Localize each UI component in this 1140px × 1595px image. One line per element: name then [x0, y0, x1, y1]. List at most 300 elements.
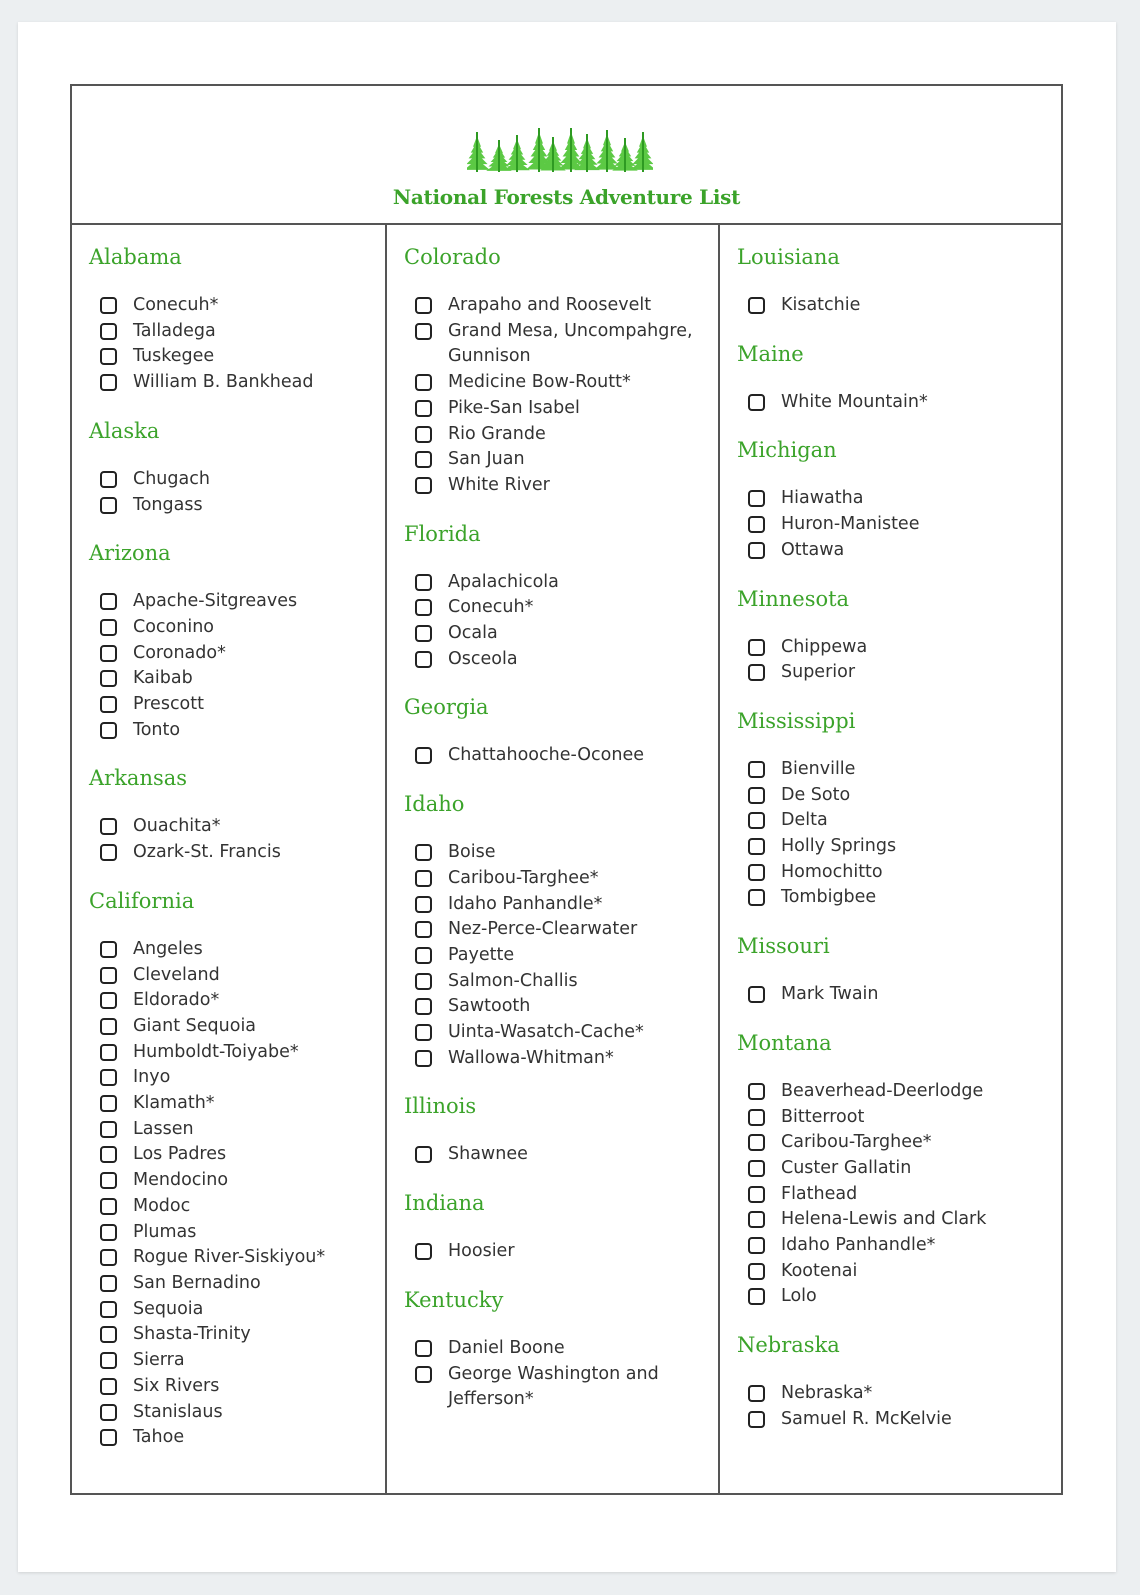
forest-item: [737, 885, 1063, 911]
state-heading: Kentucky: [404, 1287, 504, 1312]
checkbox[interactable]: [100, 1044, 117, 1061]
pine-trees-icon: [467, 106, 653, 176]
forest-name: Apache-Sitgreaves: [133, 591, 298, 612]
forest-list: [89, 589, 385, 743]
forest-name: Caribou-Targhee*: [781, 1132, 932, 1153]
forest-item: [404, 1046, 718, 1072]
checkbox[interactable]: [748, 838, 765, 855]
forest-item: [404, 396, 718, 422]
forest-name: Samuel R. McKelvie: [781, 1408, 952, 1429]
forest-name: Hiawatha: [781, 488, 864, 509]
header: [72, 86, 1061, 225]
forest-item: [737, 1381, 1063, 1407]
forest-list: [737, 390, 1063, 416]
forest-item: [404, 866, 718, 892]
forest-name: Kaibab: [133, 668, 193, 689]
forest-name: Idaho Panhandle*: [448, 893, 603, 914]
checkbox[interactable]: [415, 998, 432, 1015]
state-heading: Georgia: [404, 695, 489, 720]
checkbox[interactable]: [100, 1069, 117, 1086]
checkbox[interactable]: [100, 348, 117, 365]
state-section: [737, 339, 1063, 416]
checkbox[interactable]: [748, 1186, 765, 1203]
forest-item: [737, 512, 1063, 538]
state-heading: Idaho: [404, 792, 465, 817]
forest-item: [89, 1297, 385, 1323]
checkbox[interactable]: [748, 761, 765, 778]
checkbox[interactable]: [415, 747, 432, 764]
forest-item: [737, 834, 1063, 860]
forest-name: Ouachita*: [133, 816, 221, 837]
forest-item: [89, 666, 385, 692]
forest-item: [404, 917, 718, 943]
forest-name: Conecuh*: [133, 295, 219, 315]
forest-name: Six Rivers: [133, 1375, 220, 1396]
forest-name: Chippewa: [781, 636, 868, 657]
forest-name: De Soto: [781, 784, 851, 805]
forest-item: [404, 994, 718, 1020]
checkbox[interactable]: [100, 1224, 117, 1241]
forest-item: [89, 1374, 385, 1400]
forest-name: Arapaho and Roosevelt: [448, 295, 652, 315]
forest-item: [89, 319, 385, 345]
pine-trunk-shape: [642, 132, 644, 172]
forest-item: [89, 493, 385, 519]
state-section: [404, 1091, 718, 1168]
forest-item: [737, 982, 1063, 1008]
forest-list: [404, 743, 718, 769]
state-section: [404, 692, 718, 769]
state-section: [737, 584, 1063, 686]
checkbox[interactable]: [100, 1249, 117, 1266]
forest-name: Flathead: [781, 1183, 858, 1204]
forest-name: Apalachicola: [448, 571, 559, 592]
checkbox[interactable]: [100, 1352, 117, 1369]
forest-name: Los Padres: [133, 1144, 227, 1165]
forest-item: [737, 293, 1063, 319]
forest-name: Conecuh*: [448, 597, 534, 618]
forest-name: Shawnee: [448, 1144, 528, 1165]
forest-name: San Bernadino: [133, 1272, 261, 1293]
forest-item: [404, 447, 718, 473]
state-section: [737, 1028, 1063, 1310]
checkbox[interactable]: [748, 297, 765, 314]
checkbox[interactable]: [100, 941, 117, 958]
checkbox[interactable]: [415, 651, 432, 668]
checkbox[interactable]: [415, 973, 432, 990]
checkbox[interactable]: [415, 297, 432, 314]
checkbox[interactable]: [415, 921, 432, 938]
forest-name: Salmon-Challis: [448, 970, 578, 991]
forest-list: [737, 757, 1063, 911]
forest-item: [404, 647, 718, 673]
checkbox[interactable]: [100, 818, 117, 835]
forest-item: [89, 1014, 385, 1040]
forest-list: [89, 467, 385, 518]
forest-item: [737, 757, 1063, 783]
forest-list: [737, 1381, 1063, 1432]
pine-trunk-shape: [516, 135, 518, 172]
forest-item: [404, 570, 718, 596]
checkbox[interactable]: [415, 844, 432, 861]
checkbox[interactable]: [100, 844, 117, 861]
state-heading: Arkansas: [89, 766, 188, 791]
forest-item: [737, 1207, 1063, 1233]
checkbox[interactable]: [100, 593, 117, 610]
pine-trunk-shape: [606, 130, 608, 172]
forest-item: [89, 1271, 385, 1297]
forest-name: Chugach: [133, 468, 210, 489]
forest-name: Wallowa-Whitman*: [448, 1047, 614, 1068]
forest-name: Ozark-St. Francis: [133, 842, 281, 863]
state-section: [737, 931, 1063, 1008]
checkbox[interactable]: [100, 1121, 117, 1138]
forest-name: Bitterroot: [781, 1106, 865, 1127]
pine-trunk-shape: [538, 128, 540, 172]
checkbox[interactable]: [100, 374, 117, 391]
checkbox[interactable]: [748, 864, 765, 881]
state-section: [404, 242, 718, 499]
forest-item: [89, 1065, 385, 1091]
state-section: [89, 886, 385, 1451]
checkbox[interactable]: [100, 992, 117, 1009]
page-title: National Forests Adventure List: [392, 185, 741, 209]
forest-list: [404, 1239, 718, 1265]
checkbox[interactable]: [100, 1301, 117, 1318]
checkbox[interactable]: [100, 1326, 117, 1343]
state-heading: Florida: [404, 521, 481, 546]
checkbox[interactable]: [748, 639, 765, 656]
forest-item: [404, 969, 718, 995]
state-section: [89, 416, 385, 518]
checkbox[interactable]: [100, 323, 117, 340]
forest-name: Bienville: [781, 758, 856, 779]
forest-name: Cleveland: [133, 964, 220, 985]
forest-item: [89, 1245, 385, 1271]
pine-tree-shape: [467, 136, 490, 170]
forest-item: [737, 860, 1063, 886]
state-heading: Alabama: [89, 245, 182, 269]
state-section: [89, 763, 385, 865]
checkbox[interactable]: [415, 400, 432, 417]
checkbox[interactable]: [748, 889, 765, 906]
state-heading: Maine: [737, 341, 804, 366]
checkbox[interactable]: [748, 1160, 765, 1177]
forest-name: Pike-San Isabel: [448, 397, 580, 418]
state-heading: Louisiana: [737, 245, 840, 269]
checkbox[interactable]: [748, 986, 765, 1003]
checkbox[interactable]: [748, 1263, 765, 1280]
forest-list: [404, 293, 718, 499]
checklist-frame: [70, 84, 1063, 1495]
forest-name: Stanislaus: [133, 1401, 223, 1422]
forest-name: Tuskegee: [133, 346, 215, 367]
checkbox[interactable]: [748, 1237, 765, 1254]
checkbox[interactable]: [100, 1378, 117, 1395]
checkbox[interactable]: [415, 451, 432, 468]
forest-item: [89, 1220, 385, 1246]
checkbox[interactable]: [748, 1411, 765, 1428]
forest-name: Caribou-Targhee*: [448, 867, 599, 888]
forest-item: [737, 1105, 1063, 1131]
state-section: [404, 789, 718, 1071]
checkbox[interactable]: [100, 1404, 117, 1421]
forest-name: Ottawa: [781, 539, 845, 560]
state-heading: Alaska: [89, 418, 160, 443]
checkbox[interactable]: [748, 664, 765, 681]
forest-name: Giant Sequoia: [133, 1015, 257, 1036]
forest-name: Talladega: [133, 320, 216, 341]
forest-name: Medicine Bow-Routt*: [448, 372, 631, 393]
forest-name: William B. Bankhead: [133, 372, 314, 393]
forest-name: George Washington and Jefferson*: [448, 1363, 659, 1410]
forest-item: [737, 1407, 1063, 1433]
state-heading: Michigan: [737, 438, 837, 463]
forest-item: [89, 1322, 385, 1348]
forest-name: Inyo: [133, 1067, 171, 1088]
checkbox[interactable]: [415, 870, 432, 887]
checkbox[interactable]: [100, 1172, 117, 1189]
forest-item: [89, 692, 385, 718]
checkbox[interactable]: [748, 1385, 765, 1402]
forest-item: [737, 486, 1063, 512]
forest-item: [404, 1239, 718, 1265]
forest-name: Sawtooth: [448, 996, 531, 1017]
forest-item: [89, 814, 385, 840]
forest-list: [737, 293, 1063, 319]
state-section: [404, 519, 718, 673]
checkbox[interactable]: [415, 1024, 432, 1041]
forest-item: [89, 615, 385, 641]
forest-item: [404, 370, 718, 396]
checkbox[interactable]: [100, 619, 117, 636]
forest-item: [89, 589, 385, 615]
forest-list: [737, 1079, 1063, 1310]
forest-item: [737, 660, 1063, 686]
forest-name: Custer Gallatin: [781, 1157, 912, 1178]
forest-name: Superior: [781, 662, 856, 683]
forest-item: [404, 892, 718, 918]
document-page: [18, 22, 1116, 1572]
column-3: [718, 225, 1063, 1495]
checkbox[interactable]: [415, 1366, 432, 1383]
checkbox[interactable]: [100, 1198, 117, 1215]
checkbox[interactable]: [748, 542, 765, 559]
forest-list: [89, 293, 385, 396]
checkbox[interactable]: [100, 670, 117, 687]
forest-name: Shasta-Trinity: [133, 1324, 251, 1345]
forest-item: [737, 783, 1063, 809]
pine-trunk-shape: [498, 140, 500, 172]
checkbox[interactable]: [415, 625, 432, 642]
state-section: [89, 242, 385, 396]
pine-trunk-shape: [586, 134, 588, 172]
checkbox[interactable]: [100, 497, 117, 514]
state-section: [89, 538, 385, 743]
state-section: [737, 1330, 1063, 1432]
checkbox[interactable]: [415, 599, 432, 616]
checkbox[interactable]: [100, 471, 117, 488]
state-section: [737, 242, 1063, 319]
forest-name: Rogue River-Siskiyou*: [133, 1247, 326, 1268]
forest-name: Mendocino: [133, 1170, 229, 1191]
forest-item: [737, 1130, 1063, 1156]
forest-item: [89, 1117, 385, 1143]
forest-name: Modoc: [133, 1195, 191, 1216]
checkbox[interactable]: [100, 1429, 117, 1446]
checkbox[interactable]: [100, 297, 117, 314]
checkbox[interactable]: [748, 1083, 765, 1100]
forest-list: [89, 937, 385, 1451]
state-heading: Illinois: [404, 1094, 477, 1119]
forest-item: [404, 293, 718, 319]
forest-item: [737, 1259, 1063, 1285]
checkbox[interactable]: [748, 787, 765, 804]
forest-list: [89, 814, 385, 865]
forest-item: [737, 635, 1063, 661]
checkbox[interactable]: [100, 1275, 117, 1292]
forest-list: [404, 840, 718, 1071]
state-heading: Colorado: [404, 245, 501, 269]
forest-item: [89, 963, 385, 989]
forest-name: Tahoe: [133, 1427, 185, 1448]
state-heading: Montana: [737, 1030, 832, 1055]
checkbox[interactable]: [415, 947, 432, 964]
forest-item: [404, 943, 718, 969]
checkbox[interactable]: [748, 1134, 765, 1151]
forest-name: Rio Grande: [448, 423, 546, 444]
forest-name: Tombigbee: [781, 887, 877, 908]
checkbox[interactable]: [100, 1146, 117, 1163]
forest-name: Humboldt-Toiyabe*: [133, 1041, 299, 1062]
checkbox[interactable]: [415, 426, 432, 443]
checkbox[interactable]: [748, 1211, 765, 1228]
forest-name: Payette: [448, 944, 515, 965]
checkbox[interactable]: [748, 812, 765, 829]
pine-trunk-shape: [476, 132, 478, 172]
forest-name: White Mountain*: [781, 391, 928, 412]
checkbox[interactable]: [748, 1288, 765, 1305]
forest-item: [737, 1156, 1063, 1182]
forest-item: [404, 621, 718, 647]
checkbox[interactable]: [415, 1146, 432, 1163]
state-section: [404, 1188, 718, 1265]
forest-list: [404, 1336, 718, 1413]
forest-list: [737, 486, 1063, 563]
checkbox[interactable]: [100, 645, 117, 662]
forest-name: Uinta-Wasatch-Cache*: [448, 1022, 644, 1043]
forest-item: [89, 718, 385, 744]
forest-item: [737, 1182, 1063, 1208]
checkbox[interactable]: [100, 1095, 117, 1112]
pine-trunk-shape: [624, 138, 626, 172]
forest-name: Ocala: [448, 623, 498, 644]
checkbox[interactable]: [415, 374, 432, 391]
forest-name: Eldorado*: [133, 990, 220, 1011]
checkbox[interactable]: [748, 490, 765, 507]
forest-name: Tonto: [133, 719, 181, 740]
forest-name: Kootenai: [781, 1260, 858, 1281]
column-2: [385, 225, 718, 1495]
forest-name: Angeles: [133, 938, 203, 959]
pine-trunk-shape: [570, 128, 572, 172]
forest-item: [89, 937, 385, 963]
forest-item: [89, 1040, 385, 1066]
pine-trunk-shape: [552, 137, 554, 172]
forest-name: Idaho Panhandle*: [781, 1235, 936, 1256]
forest-name: Sierra: [133, 1350, 185, 1371]
forest-item: [737, 390, 1063, 416]
forest-name: Delta: [781, 810, 828, 831]
forest-item: [89, 1142, 385, 1168]
checkbox[interactable]: [100, 722, 117, 739]
forest-name: Lassen: [133, 1118, 194, 1139]
forest-item: [404, 1142, 718, 1168]
forest-item: [89, 840, 385, 866]
forest-item: [89, 1194, 385, 1220]
state-section: [737, 435, 1063, 563]
forest-name: Hoosier: [448, 1241, 515, 1262]
checkbox[interactable]: [100, 1018, 117, 1035]
forest-name: Homochitto: [781, 861, 883, 882]
forest-list: [737, 982, 1063, 1008]
checkbox[interactable]: [415, 477, 432, 494]
checkbox[interactable]: [748, 394, 765, 411]
forest-item: [89, 641, 385, 667]
forest-item: [404, 840, 718, 866]
forest-name: Holly Springs: [781, 836, 897, 857]
forest-name: Tongass: [133, 494, 203, 515]
state-heading: Minnesota: [737, 586, 850, 611]
state-heading: Mississippi: [737, 708, 856, 733]
forest-name: Boise: [448, 842, 496, 863]
state-heading: Nebraska: [737, 1333, 840, 1358]
checkbox[interactable]: [415, 896, 432, 913]
forest-item: [89, 988, 385, 1014]
checkbox[interactable]: [415, 1050, 432, 1067]
forest-item: [89, 1348, 385, 1374]
checkbox[interactable]: [415, 323, 432, 340]
forest-name: Kisatchie: [781, 295, 861, 315]
checkbox[interactable]: [415, 574, 432, 591]
forest-item: [404, 473, 718, 499]
forest-name: Coronado*: [133, 642, 226, 663]
forest-name: Plumas: [133, 1221, 197, 1242]
checkbox[interactable]: [100, 967, 117, 984]
checkbox[interactable]: [100, 696, 117, 713]
forest-item: [404, 1362, 718, 1413]
forest-name: Sequoia: [133, 1298, 204, 1319]
forest-list: [404, 1142, 718, 1168]
forest-name: Coconino: [133, 616, 215, 637]
forest-name: Nebraska*: [781, 1383, 873, 1404]
forest-item: [737, 1233, 1063, 1259]
checkbox[interactable]: [415, 1243, 432, 1260]
checkbox[interactable]: [748, 516, 765, 533]
forest-name: Prescott: [133, 694, 204, 715]
forest-item: [89, 1425, 385, 1451]
state-heading: California: [89, 888, 195, 913]
checkbox[interactable]: [415, 1340, 432, 1357]
checkbox[interactable]: [748, 1109, 765, 1126]
forest-name: San Juan: [448, 449, 525, 470]
forest-item: [89, 344, 385, 370]
forest-name: Klamath*: [133, 1093, 215, 1114]
forest-name: Huron-Manistee: [781, 514, 920, 535]
forest-item: [404, 1336, 718, 1362]
forest-item: [737, 538, 1063, 564]
forest-item: [89, 293, 385, 319]
